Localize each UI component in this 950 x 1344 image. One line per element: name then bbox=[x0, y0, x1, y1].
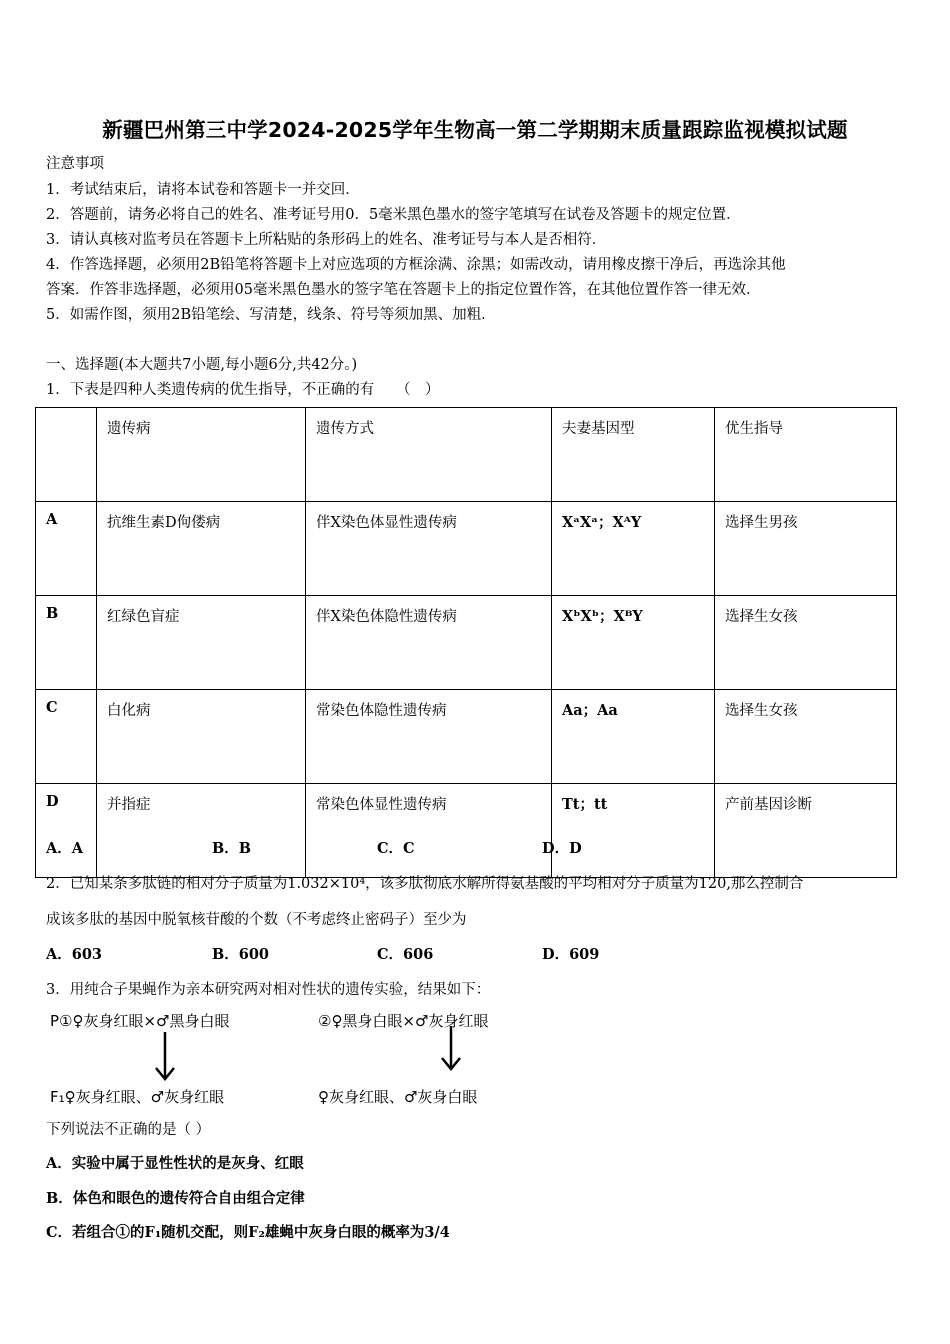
notice-heading: 注意事项 bbox=[46, 156, 104, 172]
q2-option-b: B．600 bbox=[212, 946, 270, 963]
header-cell: 夫妻基因型 bbox=[552, 408, 715, 502]
cross1-offspring: F₁♀灰身红眼、♂灰身红眼 bbox=[50, 1088, 225, 1106]
q2-option-a: A．603 bbox=[46, 946, 103, 963]
q1-option-b: B．B bbox=[212, 840, 252, 857]
mode-cell: 伴X染色体显性遗传病 bbox=[306, 502, 552, 596]
q1-option-a: A．A bbox=[46, 840, 84, 857]
notice-item: 2．答题前，请务必将自己的姓名、准考证号用0．5毫米黑色墨水的签字笔填写在试卷及答题卡的规定位置． bbox=[46, 207, 741, 223]
q2-option-d: D．609 bbox=[542, 946, 600, 963]
mode-cell: 常染色体显性遗传病 bbox=[306, 784, 552, 878]
cross2-offspring: ♀灰身红眼、♂灰身白眼 bbox=[318, 1088, 478, 1106]
disease-cell: 白化病 bbox=[97, 690, 306, 784]
row-label: D bbox=[36, 784, 97, 878]
header-cell: 优生指导 bbox=[715, 408, 897, 502]
q1-stem: 1．下表是四种人类遗传病的优生指导，不正确的有 （ ） bbox=[46, 382, 440, 398]
row-label: B bbox=[36, 596, 97, 690]
q3-question: 下列说法不正确的是（ ） bbox=[46, 1122, 211, 1138]
cross2-parents: ②♀黑身白眼×♂灰身红眼 bbox=[318, 1012, 489, 1030]
advice-cell: 产前基因诊断 bbox=[715, 784, 897, 878]
table-header-row bbox=[36, 408, 897, 502]
cross1-parents: P①♀灰身红眼×♂黑身白眼 bbox=[50, 1012, 230, 1030]
header-cell bbox=[36, 408, 97, 502]
disease-cell: 抗维生素D佝偻病 bbox=[97, 502, 306, 596]
exam-title: 新疆巴州第三中学2024-2025学年生物高一第二学期期末质量跟踪监视模拟试题 bbox=[102, 118, 848, 142]
genotype-cell: Tt；tt bbox=[552, 784, 715, 878]
table-row bbox=[36, 690, 897, 784]
mode-cell: 常染色体隐性遗传病 bbox=[306, 690, 552, 784]
notice-item: 1．考试结束后，请将本试卷和答题卡一并交回． bbox=[46, 182, 360, 198]
notice-item: 5．如需作图，须用2B铅笔绘、写清楚，线条、符号等须加黑、加粗． bbox=[46, 307, 496, 323]
genotype-cell: Aa；Aa bbox=[552, 690, 715, 784]
row-label: A bbox=[36, 502, 97, 596]
mode-cell: 伴X染色体隐性遗传病 bbox=[306, 596, 552, 690]
q3-option-a: A．实验中属于显性性状的是灰身、红眼 bbox=[46, 1155, 304, 1172]
notice-item: 答案．作答非选择题，必须用05毫米黑色墨水的签字笔在答题卡上的指定位置作答，在其他位置作答一律无效． bbox=[46, 282, 761, 298]
q3-stem: 3．用纯合子果蝇作为亲本研究两对相对性状的遗传实验，结果如下： bbox=[46, 982, 491, 998]
disease-cell: 红绿色盲症 bbox=[97, 596, 306, 690]
q2-option-c: C．606 bbox=[377, 946, 434, 963]
header-cell: 遗传方式 bbox=[306, 408, 552, 502]
table-row bbox=[36, 596, 897, 690]
genotype-cell: XᵃXᵃ；XᴬY bbox=[552, 502, 715, 596]
table-row bbox=[36, 502, 897, 596]
advice-cell: 选择生女孩 bbox=[715, 596, 897, 690]
cross1-arrow-icon bbox=[150, 1030, 180, 1082]
genotype-cell: XᵇXᵇ；XᴮY bbox=[552, 596, 715, 690]
genetic-disease-table bbox=[35, 407, 897, 878]
table-row bbox=[36, 784, 897, 878]
row-label: C bbox=[36, 690, 97, 784]
q2-stem-line2: 成该多肽的基因中脱氧核苷酸的个数（不考虑终止密码子）至少为 bbox=[46, 912, 467, 928]
notice-item: 4．作答选择题，必须用2B铅笔将答题卡上对应选项的方框涂满、涂黑；如需改动，请用橡皮擦干净后，再选涂其他 bbox=[46, 257, 786, 273]
q3-option-c: C．若组合①的F₁随机交配，则F₂雄蝇中灰身白眼的概率为3/4 bbox=[46, 1224, 450, 1241]
section-heading: 一、选择题(本大题共7小题,每小题6分,共42分。) bbox=[46, 357, 358, 373]
advice-cell: 选择生女孩 bbox=[715, 690, 897, 784]
advice-cell: 选择生男孩 bbox=[715, 502, 897, 596]
q2-stem-line1: 2．已知某条多肽链的相对分子质量为1.032×10⁴，该多肽彻底水解所得氨基酸的平均相对分子质量为120,那么控制合 bbox=[46, 876, 804, 892]
notice-item: 3．请认真核对监考员在答题卡上所粘贴的条形码上的姓名、准考证号与本人是否相符． bbox=[46, 232, 607, 248]
q1-option-d: D．D bbox=[542, 840, 582, 857]
disease-cell: 并指症 bbox=[97, 784, 306, 878]
q3-option-b: B．体色和眼色的遗传符合自由组合定律 bbox=[46, 1190, 305, 1207]
q1-option-c: C．C bbox=[377, 840, 415, 857]
cross2-arrow-icon bbox=[436, 1024, 466, 1072]
header-cell: 遗传病 bbox=[97, 408, 306, 502]
